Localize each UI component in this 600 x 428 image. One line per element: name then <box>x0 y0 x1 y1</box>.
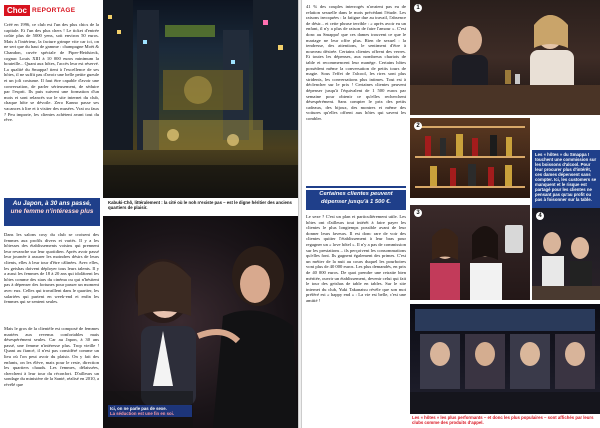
hosts-commission-text: Les « hôtes » du Smappa ! touchent une commission sur les boissons d'alcool. Pour leur procurer plus d'intérêt, ces dames dépensent sans compter. Ici, les customers se manquent et le risque est partagé pour les clientes ne pensant pas qu'au profit ou pas à foisonner sur la table. <box>535 152 597 202</box>
host-client-photo <box>103 216 298 428</box>
host-posters-caption-text: Les « hôtes » les plus performants – et donc les plus populaires – sont affichés par leurs clubs comme des produits d'appel. <box>412 415 594 425</box>
pull-quote-line-1: Certaines clientes peuvent <box>319 191 393 197</box>
headline-line-2: une femme n'intéresse plus <box>10 208 94 215</box>
city-caption-text: Kabuki-Chô, littéralement : la cité où le noh n'existe pas – est le digne héritier des anciens quartiers de plaisir. <box>108 200 292 210</box>
group-photo <box>410 205 530 300</box>
headline-box <box>4 198 100 226</box>
city-photo-caption <box>108 200 296 210</box>
intro-column <box>4 22 99 192</box>
photo-number-2: 2 <box>414 122 422 130</box>
body-column-2 <box>4 326 99 426</box>
section-label: REPORTAGE <box>32 7 76 14</box>
photo-number-4: 4 <box>536 212 544 220</box>
host-photo-caption <box>108 405 192 417</box>
right-paragraph-2: Le sexe ? C'est un plan et particulièrement utile. Les hôtes ont d'ailleurs tout intérêt à faire payer les clientes le plus longtemps possible avant de leur donner leurs faveurs. Il est donc rare de voir des clientes quitter l'établissement à leur bras pour regagner un « love hôtel ». Il n'y a pas de commission sur les prestations – ils perçoivent les consommations qu'elles font. Ils gagnent également des primes. C'est un métier de la nuit au cours duquel les pourboires vont plus de 40 000 euros. Les plus demandés, en prix de 40 000 euros. De quoi prendre une retraite bien méritée, ouvrir un établissement, devenir celui qui fait le tour des geishas de table en tables. Sur le site internet du club, Yuki Takanatsu révèle que son mot préféré est « happy end » : La vie est belle, c'est une amitié ! <box>306 214 406 303</box>
champagne-shelf-photo <box>410 118 530 198</box>
lounge-photo <box>532 208 600 300</box>
right-column-text-2 <box>306 214 406 394</box>
right-page <box>302 0 600 428</box>
pull-quote <box>306 190 406 210</box>
host-posters-caption <box>412 415 598 425</box>
pullquote-rule-top <box>306 186 406 188</box>
intro-paragraph: Créé en 1996, ce club est l'un des plus chics de la capitale. Et l'un des plus chers ! Le ticket d'entrée coûte plus de 5000 yens, soit environ 50 euros. Mais à l'intérieur, la facture grimpe vite car ici, on ne sert que du haut de gamme : champagne Moët & Chandon, cuvée spéciale de Piper-Heidsieck, cognac Louis XIII à 10 000 euros minimum la bouteille... Quant aux hôtes, l'accès leur est réservé. La qualité du Smappa! tient à l'excellence de ses hôtes, il ne suffit pas d'avoir une belle petite gueule et un joli costume. Il faut être capable d'avoir une conversation, de parler sérieusement, de séduire par l'esprit. Ils puis suivent une formation d'un mois et sont relancés sur le site internet du club, chaque hôte se dévoile. Zero Kanno passe ses vacances à lire et à visiter des musées. Vrai ou faux ? Peu importe, les clientes achètent avant tout du rêve. <box>4 22 99 123</box>
headline-line-1: Au Japon, à 30 ans passé, <box>12 200 92 207</box>
body-paragraph-2: Mais le gros de la clientèle est composé de femmes mariées aux revenus confortables mais désespérément seules. Car au Japon, à 30 ans passé, une femme n'intéresse plus. Trop vieille ! Quant au fiancé, il n'est pas considéré comme un lieu où l'on peut avoir du plaisir. On y fait des enfants, on les élève, mais pour le reste, direction les quartiers chauds. Les femmes, délaissées, cherchent à leur tour du réconfort. D'ailleurs un sondage du ministère de la Santé, réalisé en 2010, a révélé que <box>4 326 99 387</box>
host-caption-line-1: Ici, on ne parle pas de sexe. <box>110 406 167 411</box>
pull-quote-line-2: dépenser jusqu'à 1 500 €. <box>320 199 391 205</box>
right-column-text-1 <box>306 4 406 184</box>
host-posters-photo <box>410 304 600 414</box>
photo-number-3: 3 <box>414 209 422 217</box>
city-night-photo <box>103 0 298 198</box>
left-page <box>0 0 298 428</box>
body-paragraph-1: Dans les salons cosy du club se croisent des femmes aux profils divers et variés. Il y a les hôtesses des établissements voisins qui prennent leur revanche sur leur quotidien. Après avoir passé leur journée à assurer les moindres désirs de leurs clients, elles à leur tour d'être câlinées. Avec elles, les geishas doivent déployer tous leurs talents. Il y a aussi les femmes de 18 à 20 ans qui idolâtrent les hôtes comme des stars du cinéma ou qui n'hésitent pas à dépenser des fortunes pour passer un moment avec eux. Celles qui travaillent dans le quartier, les salariées qui partent en week-end et enfin les femmes qui se sentent seules. <box>4 232 99 305</box>
club-bar-photo <box>410 0 600 115</box>
host-caption-line-2: La séduction est une fin en soi. <box>110 411 174 416</box>
body-column-1 <box>4 232 99 322</box>
photo-number-1: 1 <box>414 4 422 12</box>
right-paragraph-1: 41 % des couples interrogés n'avaient pas eu de relation sexuelle dans le mois précédant l'étude. Les raisons invoquées : la fatigue due au travail, l'absence de désir... et cette phrase terrible : « après avoir eu un enfant, il n'y a plus de raison de faire l'amour ». C'est donc au Smappa! que ces dames trouvent ce que le mariage ne leur offre plus. Rien de sexuel : la tendresse, des attentions, le sentiment d'être à nouveau désirée. Certains clientes offrent des verres. Et toutes les dépenses, aux nombreux chariots de table et recommencent leur manège. Certains hôtes possèdent même la conversation de petits tours de magie. Sous l'effet de l'alcool, les rires sont plus stridents, les conversations plus intimes. Tout est à déclencher sur le prix ! Certaines clientes peuvent dépenser jusqu'à l'équivalent de 1 500 euros par semaine pour obtenir ce qu'elles recherchent désespérément. Sans compter le prix des petits cadeaux, des bijoux, des montres et même des voitures qu'elles offrent aux hôtes qui savent les combler. <box>306 4 406 121</box>
section-tag <box>4 5 75 16</box>
section-tag-label: Choc <box>4 5 30 16</box>
hosts-commission-caption <box>532 150 600 208</box>
